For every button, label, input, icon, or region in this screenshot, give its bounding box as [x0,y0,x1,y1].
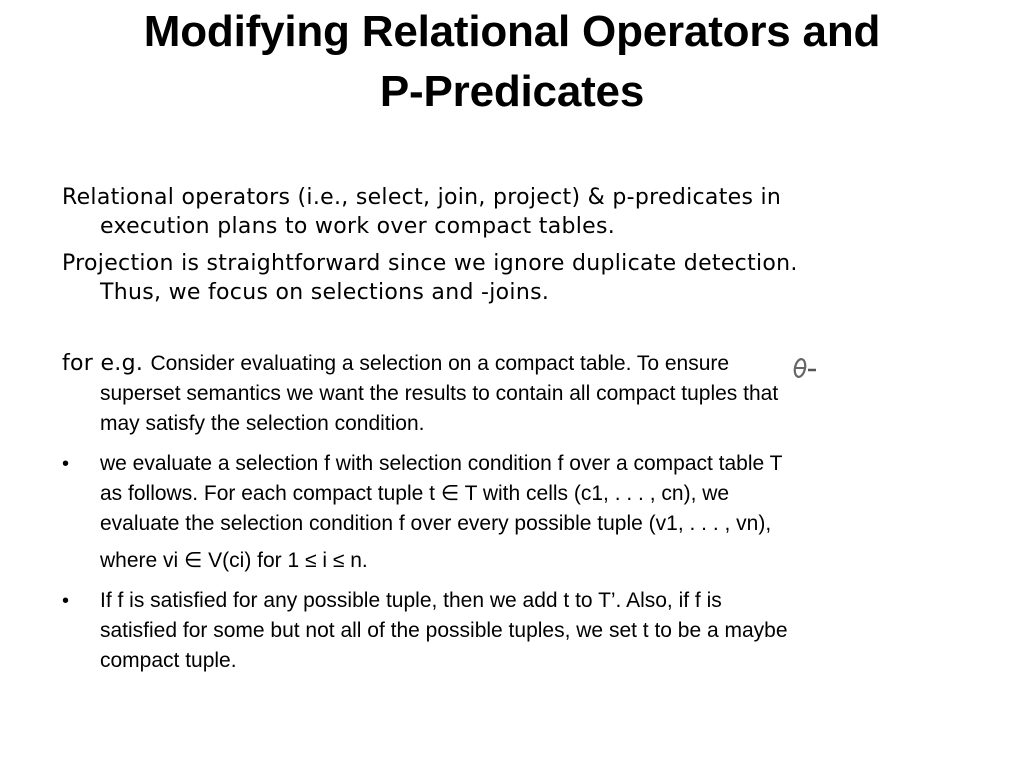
bullet1-line-1: we evaluate a selection f with selection condition f over a compact table T [100,452,783,475]
paragraph-example [62,349,962,439]
slide-title [40,2,984,122]
bullet-marker: • [62,453,70,475]
para3-line-1-rest: Consider evaluating a selection on a compact table. To ensure [150,352,730,375]
bullet-marker: • [62,590,70,612]
bullet1-line-2: as follows. For each compact tuple t ∈ T with cells (c1, . . . , cn), we [100,482,730,505]
bullet-item-selection [62,449,962,576]
para1-line-1: Relational operators (i.e., select, join, project) & p-predicates in [62,185,782,210]
bullet1-line-3: evaluate the selection condition f over every possible tuple (v1, . . . , vn), [100,512,772,535]
para2-line-1: Projection is straightforward since we ignore duplicate detection. [62,251,798,276]
paragraph-projection [62,249,962,307]
para3-line-1 [62,349,962,379]
para2-line-2: Thus, we focus on selections and -joins. [100,280,550,305]
para3-line-3: may satisfy the selection condition. [100,412,425,435]
bullet-item-satisfied [62,586,962,676]
theta-symbol-icon [788,353,818,383]
title-line-2: P-Predicates [379,67,645,116]
example-lead: for e.g. [62,351,151,376]
paragraph-relational-operators [62,183,962,241]
para1-line-2: execution plans to work over compact tables. [100,214,616,239]
bullet2-line-2: satisfied for some but not all of the possible tuples, we set t to be a maybe [100,619,788,642]
para3-line-2: superset semantics we want the results to contain all compact tuples that [100,382,779,405]
bullet2-line-3: compact tuple. [100,649,237,672]
title-line-1: Modifying Relational Operators and [143,7,881,56]
bullet2-line-1: If f is satisfied for any possible tuple, then we add t to T’. Also, if f is [100,589,722,612]
bullet1-line-4: where vi ∈ V(ci) for 1 ≤ i ≤ n. [100,549,368,572]
